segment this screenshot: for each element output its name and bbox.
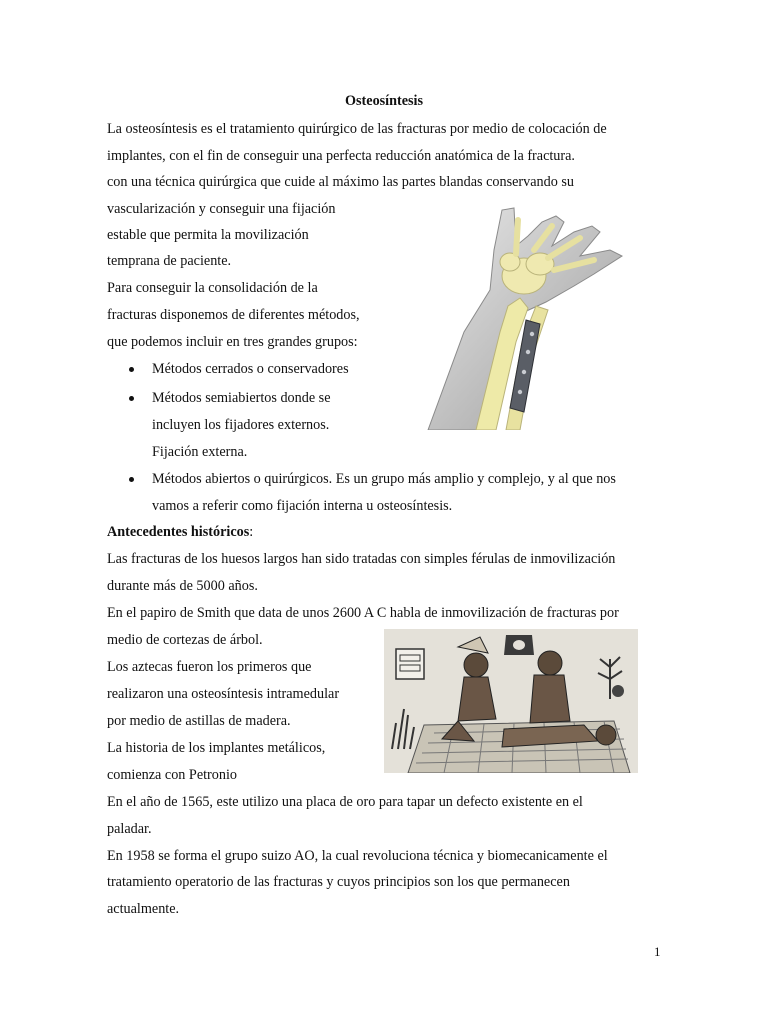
intro-line: Para conseguir la consolidación de la <box>107 280 318 296</box>
list-item-text: Métodos abiertos o quirúrgicos. Es un grupo más amplio y complejo, y al que nos <box>152 471 616 487</box>
history-line: comienza con Petronio <box>107 767 238 783</box>
intro-line: fracturas disponemos de diferentes métodos, <box>107 307 360 323</box>
history-line: actualmente. <box>107 901 180 917</box>
intro-line: implantes, con el fin de conseguir una perfecta reducción anatómica de la fractura. <box>107 148 575 164</box>
history-line: La historia de los implantes metálicos, <box>107 740 326 756</box>
section-heading-suffix: : <box>249 524 254 540</box>
history-line: medio de cortezas de árbol. <box>107 632 263 648</box>
intro-line: temprana de paciente. <box>107 253 232 269</box>
page-title: Osteosíntesis <box>344 93 424 109</box>
history-line: En 1958 se forma el grupo suizo AO, la cual revoluciona técnica y biomecanicamente el <box>107 848 608 864</box>
intro-line: La osteosíntesis es el tratamiento quirúrgico de las fracturas por medio de colocación de <box>107 121 607 137</box>
intro-line: con una técnica quirúrgica que cuide al máximo las partes blandas conservando su <box>107 174 574 190</box>
list-item-text: Fijación externa. <box>152 444 248 460</box>
section-heading-text: Antecedentes históricos <box>107 524 250 540</box>
history-line: En el papiro de Smith que data de unos 2600 A C habla de inmovilización de fracturas por <box>107 605 619 621</box>
history-line: tratamiento operatorio de las fracturas y cuyos principios son los que permanecen <box>107 874 570 890</box>
list-item-text: incluyen los fijadores externos. <box>152 417 330 433</box>
history-line: paladar. <box>107 821 152 837</box>
page-number: 1 <box>654 944 661 959</box>
wrist-plate-illustration <box>424 202 630 430</box>
history-line: Las fracturas de los huesos largos han sido tratadas con simples férulas de inmovilización <box>107 551 616 567</box>
bullet-icon <box>129 367 134 372</box>
history-line: por medio de astillas de madera. <box>107 713 291 729</box>
list-item-text: Métodos cerrados o conservadores <box>152 361 349 377</box>
history-line: realizaron una osteosíntesis intramedular <box>107 686 340 702</box>
history-line: Los aztecas fueron los primeros que <box>107 659 312 675</box>
intro-line: estable que permita la movilización <box>107 227 309 243</box>
history-line: durante más de 5000 años. <box>107 578 258 594</box>
section-heading <box>107 523 253 541</box>
list-item-text: vamos a referir como fijación interna u osteosíntesis. <box>152 498 453 514</box>
list-item-text: Métodos semiabiertos donde se <box>152 390 331 406</box>
intro-line: que podemos incluir en tres grandes grupos: <box>107 334 358 350</box>
intro-line: vascularización y conseguir una fijación <box>107 201 336 217</box>
aztec-codex-illustration <box>384 629 638 773</box>
bullet-icon <box>129 477 134 482</box>
bullet-icon <box>129 396 134 401</box>
history-line: En el año de 1565, este utilizo una placa de oro para tapar un defecto existente en el <box>107 794 583 810</box>
